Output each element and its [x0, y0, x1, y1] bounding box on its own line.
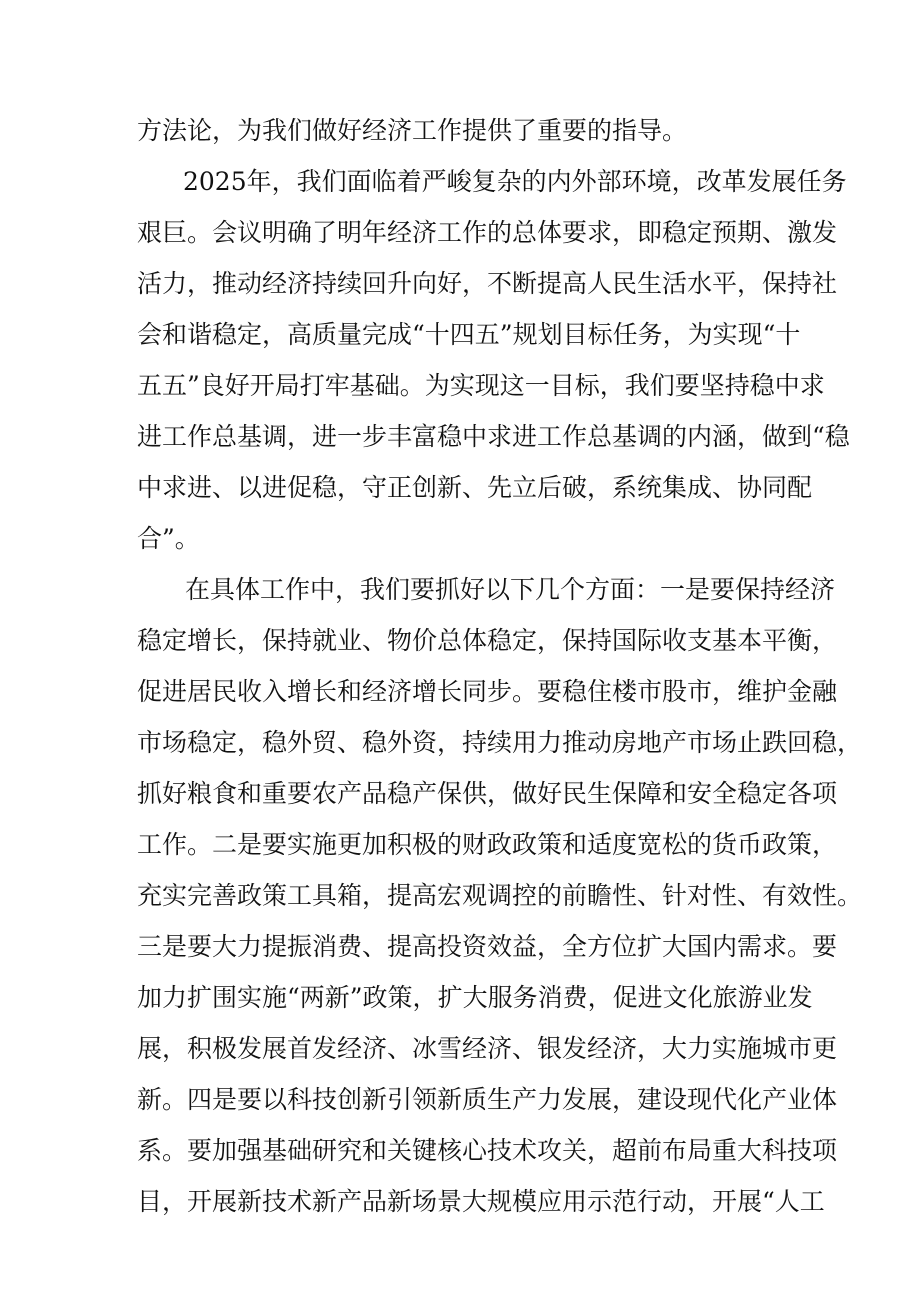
text-line: 稳定增长，保持就业、物价总体稳定，保持国际收支基本平衡， — [137, 626, 838, 655]
text-line: 2025年，我们面临着严峻复杂的内外部环境，改革发展任务 — [183, 167, 847, 196]
text-line: 新。四是要以科技创新引领新质生产力发展，建设现代化产业体 — [137, 1085, 838, 1114]
text-line: 合”。 — [137, 524, 200, 553]
text-line: 抓好粮食和重要农产品稳产保供，做好民生保障和安全稳定各项 — [137, 779, 838, 808]
text-line: 展，积极发展首发经济、冰雪经济、银发经济，大力实施城市更 — [137, 1034, 838, 1063]
text-line: 五五”良好开局打牢基础。为实现这一目标，我们要坚持稳中求 — [137, 371, 825, 400]
text-line: 系。要加强基础研究和关键核心技术攻关，超前布局重大科技项 — [137, 1136, 838, 1165]
text-line: 工作。二是要实施更加积极的财政政策和适度宽松的货币政策， — [137, 830, 838, 859]
text-line: 方法论，为我们做好经济工作提供了重要的指导。 — [137, 116, 688, 145]
text-line: 目，开展新技术新产品新场景大规模应用示范行动，开展“人工 — [137, 1187, 825, 1216]
text-line: 活力，推动经济持续回升向好，不断提高人民生活水平，保持社 — [137, 269, 838, 298]
text-line: 艰巨。会议明确了明年经济工作的总体要求，即稳定预期、激发 — [137, 218, 838, 247]
text-line: 进工作总基调，进一步丰富稳中求进工作总基调的内涵，做到“稳 — [137, 422, 850, 451]
text-line: 充实完善政策工具箱，提高宏观调控的前瞻性、针对性、有效性。 — [137, 881, 863, 910]
text-line: 三是要大力提振消费、提高投资效益，全方位扩大国内需求。要 — [137, 932, 838, 961]
text-line: 在具体工作中，我们要抓好以下几个方面：一是要保持经济 — [185, 575, 836, 604]
text-line: 促进居民收入增长和经济增长同步。要稳住楼市股市，维护金融 — [137, 677, 838, 706]
text-line: 会和谐稳定，高质量完成“十四五”规划目标任务，为实现“十 — [137, 320, 801, 349]
text-line: 加力扩围实施“两新”政策，扩大服务消费，促进文化旅游业发 — [137, 983, 813, 1012]
text-line: 市场稳定，稳外贸、稳外资，持续用力推动房地产市场止跌回稳， — [137, 728, 863, 757]
text-line: 中求进、以进促稳，守正创新、先立后破，系统集成、协同配 — [137, 473, 813, 502]
